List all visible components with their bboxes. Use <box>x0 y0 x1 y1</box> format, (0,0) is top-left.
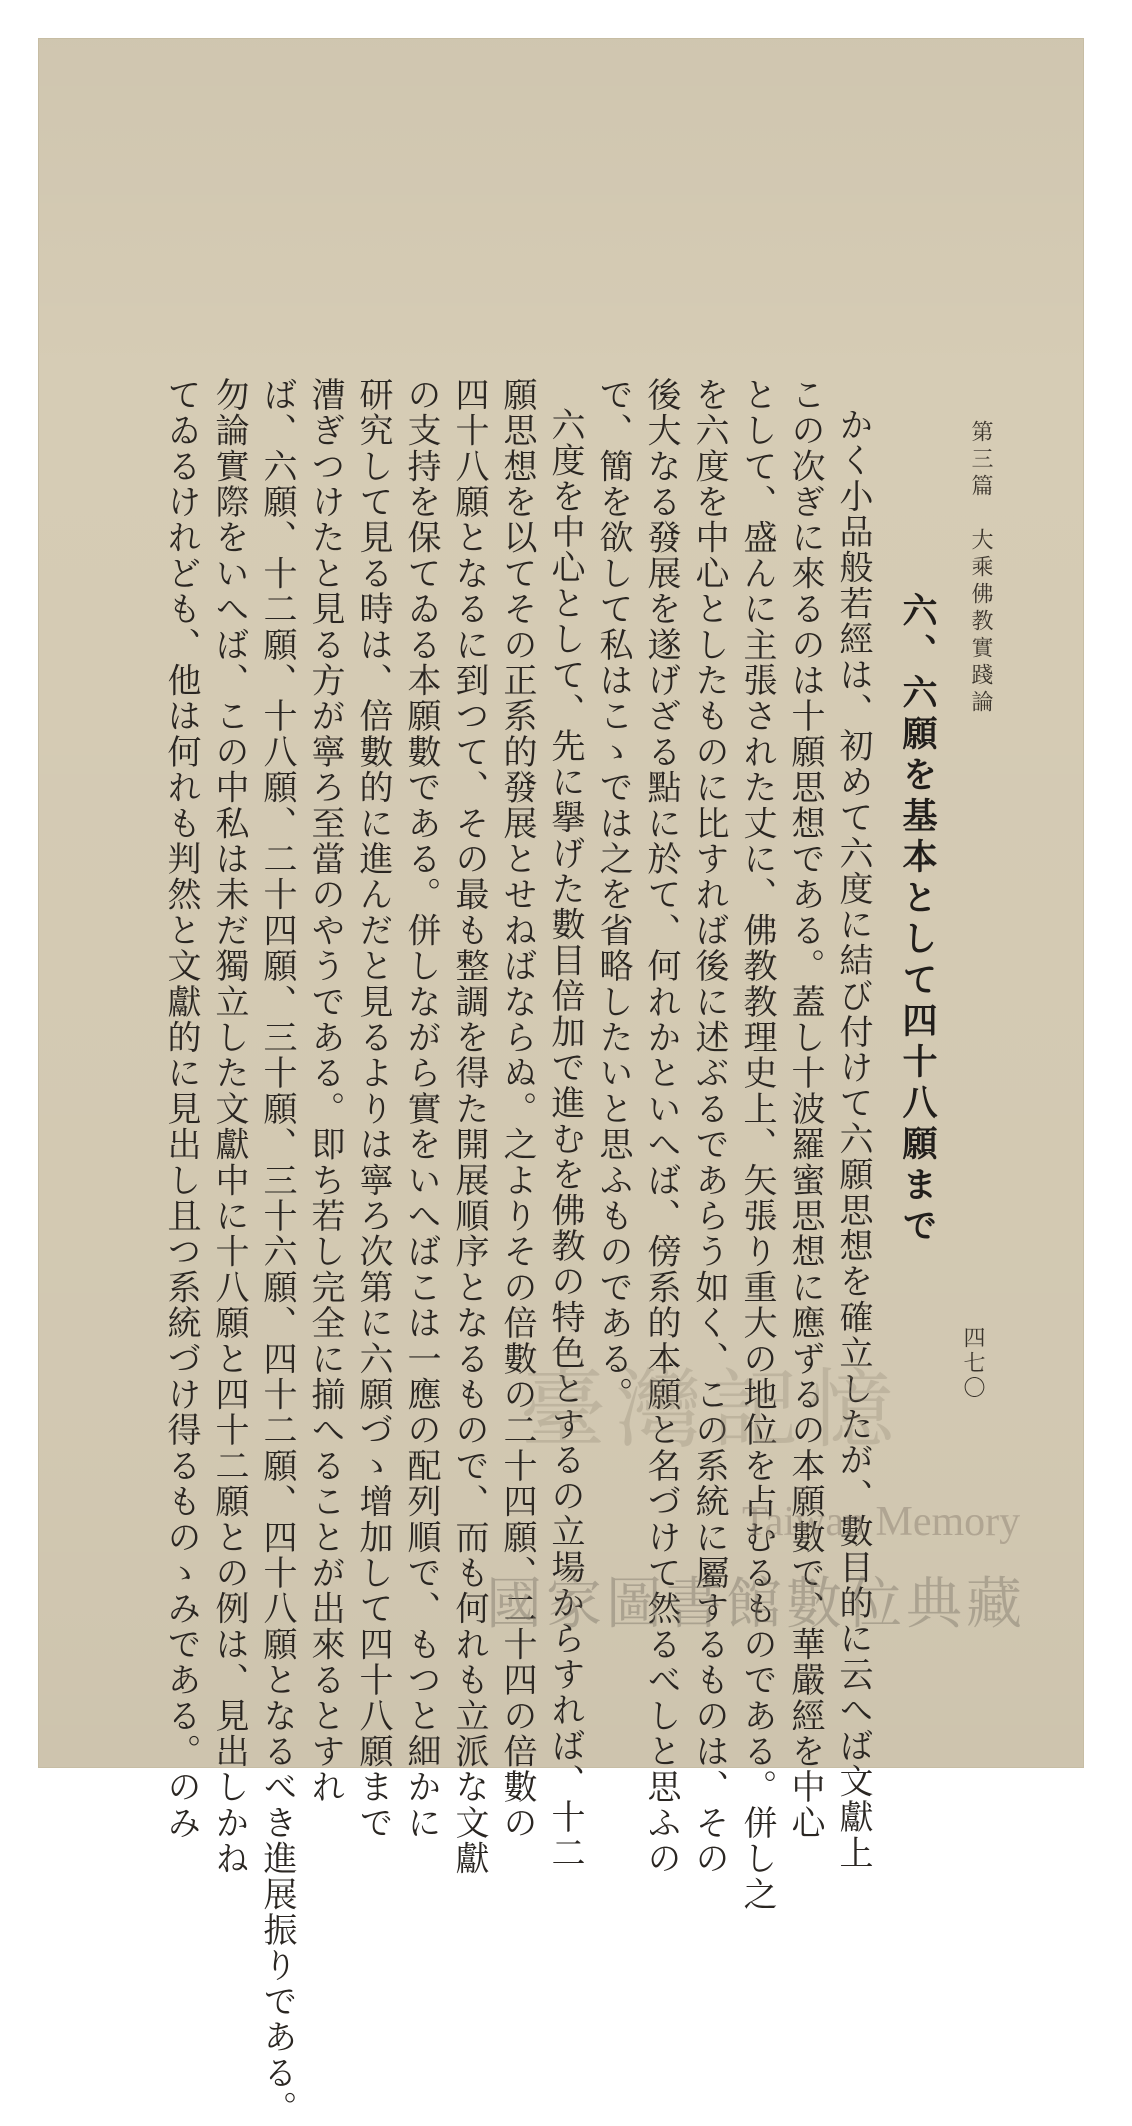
text-column: ば、六願、十二願、十八願、二十四願、三十願、三十六願、四十二願、四十八願となるべき進展振りである。 <box>257 377 297 2126</box>
watermark-english: Taiwan Memory <box>742 1499 1021 1545</box>
section-title: 六、六願を基本として四十八願まで <box>897 592 937 1248</box>
running-title: 第三篇 大乘佛教實踐論 <box>968 420 993 717</box>
text-column: 六度を中心として、先に擧げた數目倍加で進むを佛教の特色とするの立場からすれば、十二 <box>545 407 585 1871</box>
page-number: 四七〇 <box>960 1326 985 1401</box>
text-column: かく小品般若經は、初めて六度に結び付けて六願思想を確立したが、數目的に云へば文獻上 <box>833 407 873 1871</box>
text-column: 願思想を以てその正系的發展とせねばならぬ。之よりその倍數の二十四願、二十四の倍數の <box>497 377 537 1841</box>
text-column: てゐるけれども、他は何れも判然と文獻的に見出し且つ系統づけ得るものゝみである。のみ <box>161 377 201 1841</box>
text-column: 研究して見る時は、倍數的に進んだと見るよりは寧ろ次第に六願づゝ增加して四十八願まで <box>353 377 393 1841</box>
text-column: この次ぎに來るのは十願思想である。蓋し十波羅蜜思想に應ずるの本願數で、華嚴經を中心 <box>785 377 825 1841</box>
text-column: 漕ぎつけたと見る方が寧ろ至當のやうである。即ち若し完全に揃へることが出來るとすれ <box>305 377 345 1805</box>
watermark-logo: 臺灣記憶 <box>520 1360 904 1460</box>
text-column: 勿論實際をいへば、この中私は未だ獨立した文獻中に十八願と四十二願との例は、見出しかね <box>209 377 249 1877</box>
text-column: の支持を保てゐる本願數である。併しながら實をいへばこは一應の配列順で、もつと細かに <box>401 377 441 1841</box>
text-column: で、簡を欲して私はこゝでは之を省略したいと思ふものである。 <box>593 377 633 1413</box>
text-column: 四十八願となるに到つて、その最も整調を得た開展順序となるもので、而も何れも立派な文獻 <box>449 377 489 1877</box>
text-column: 後大なる發展を遂げざる點に於て、何れかといへば、傍系的本願と名づけて然るべしと思ふの <box>641 377 681 1877</box>
watermark-library: 國家圖書館數位典藏 <box>486 1572 1026 1637</box>
text-column: として、盛んに主張された丈に、佛教教理史上、矢張り重大の地位を占むるものである。併し之 <box>737 377 777 1913</box>
text-column: を六度を中心としたものに比すれば後に述ぶるであらう如く、この系統に屬するものは、その <box>689 377 729 1877</box>
